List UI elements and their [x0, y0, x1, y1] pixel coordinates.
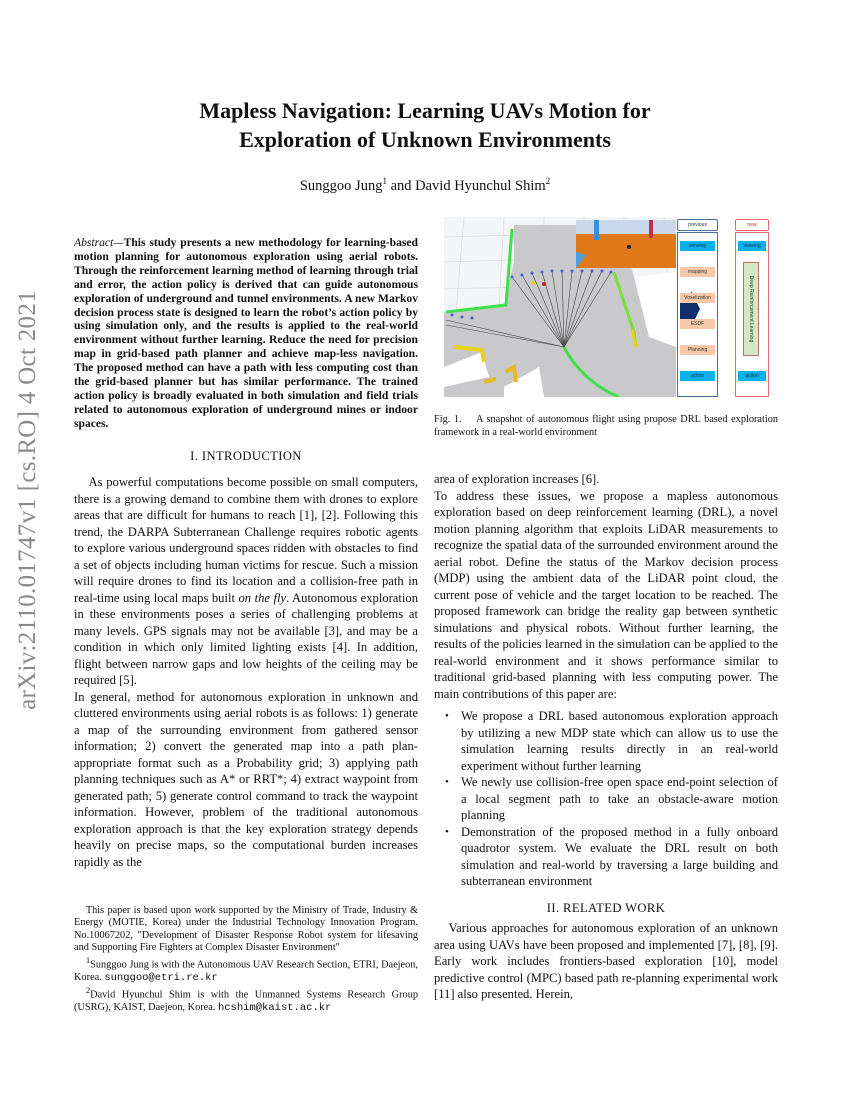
figure-1 [444, 217, 780, 397]
paragraph: To address these issues, we propose a mapless autonomous exploration based on deep reinforcement learning (DRL), a novel motion planning algorithm that exploits LiDAR measurements to recognize the spatial data of the surrounded environment around the aerial robot. Define the status of the Markov decision process (MDP) using the ambient data of the LiDAR point cloud, the current pose of vehicle and the target location to be reached. The proposed framework can bridge the reality gap between synthetic simulations and physical robots. Without further learning, the results of the policies learned in the simulation can be applied to the real-world environment and it shows performance similar to traditional grid-based planning with less computing power. The main contributions of this paper are: [434, 488, 778, 701]
paper-title-line-1: Mapless Navigation: Learning UAVs Motion for [199, 98, 651, 123]
paragraph-text: As powerful computations become possible on small computers, there is a growing demand to combine them with drones to explore areas that are difficult for humans to reach [1], [2]. Following this trend, the DARPA Subterranean Challenge requires robotic agents to explore various underground spaces ridden with obstacles to find a set of objects including human victims for rescue. Such a mission will require drones to find its location and a collision-free path in real-time using local maps built [74, 475, 418, 605]
contributions-list [434, 708, 778, 890]
author-name: Sunggoo Jung [299, 177, 383, 194]
paper-title-line-2: Exploration of Unknown Environments [239, 127, 611, 152]
author-list [100, 176, 750, 195]
paragraph-text: . Autonomous exploration in these environments poses a series of challenging problems at many levels. GPS signals may not be available [3], and may be a condition in which only limited lighting exists [4]. In addition, flight between narrow gaps and low heights of the ceiling may be required [5]. [74, 590, 418, 687]
pipeline-step-mapping: mapping [680, 267, 715, 277]
footnote-mark: 2 [85, 985, 91, 996]
abstract [74, 236, 418, 431]
author-name: David Hyunchul Shim [415, 177, 546, 194]
pipeline-step-esdf: ESDF [680, 319, 715, 329]
section-heading-related-work: II. RELATED WORK [546, 900, 666, 915]
figure-label: Fig. 1. [434, 414, 462, 425]
author-email-link[interactable]: sunggoo@etri.re.kr [104, 971, 218, 984]
section-heading-introduction: I. INTRODUCTION [190, 449, 302, 463]
pipeline-step-drl-box [743, 262, 759, 356]
pipeline-step-planning: Planning [680, 345, 715, 355]
paragraph [74, 474, 418, 689]
footnote-text: David Hyunchul Shim is with the Unmanned Systems Research Group (USRG), KAIST, Daejeon, Korea. [74, 989, 418, 1013]
figure-1-graphic [444, 217, 780, 397]
footnote-text: Sunggoo Jung is with the Autonomous UAV Research Section, ETRI, Daejeon, Korea. [74, 959, 418, 983]
author-joiner: and [386, 177, 416, 194]
abstract-label: Abstract [74, 236, 114, 249]
previous-pipeline [677, 217, 718, 397]
paper-title [100, 96, 750, 154]
abstract-dash: — [113, 236, 124, 249]
figure-1-caption [434, 414, 778, 439]
introduction-body-right [434, 471, 778, 1003]
previous-pipeline-header: previous [677, 219, 718, 231]
pipeline-step-sensing: sensing [680, 241, 715, 251]
new-pipeline [735, 217, 769, 397]
pipeline-step-action: action [738, 371, 766, 381]
arxiv-identifier-text: arXiv:2110.01747v1 [cs.RO] 4 Oct 2021 [14, 290, 41, 710]
author-footnote [74, 954, 418, 984]
contribution-item: • We propose a DRL based autonomous exploration approach by utilizing a new MDP state which can allow us to use the simulation learning results directly in an real-world experiment without further learning [461, 708, 778, 774]
author-affiliation-mark: 1 [382, 176, 387, 186]
contribution-item: • Demonstration of the proposed method in a fully onboard quadrotor system. We evaluate the DRL result on both simulation and real-world by traversing a large building and subterranean environment [461, 824, 778, 890]
paragraph: In general, method for autonomous exploration in unknown and cluttered environments using aerial robots is as follows: 1) generate a map of the surrounding environment from gathered sensor information; 2) convert the generated map into a path plan-appropriate format such as a Probability grid; 3) applying path planning techniques such as A* or RRT*; 4) extract waypoint from generated path; 5) generate control command to track the waypoint information. However, problem of the traditional autonomous exploration approach is that the key exploration strategy depends heavily on precise maps, so the computational burden increases rapidly as the [74, 689, 418, 869]
paragraph-italic-text: on the fly [238, 590, 287, 605]
footnotes [74, 905, 418, 1014]
author-footnote [74, 984, 418, 1014]
pipeline-step-action: action [680, 371, 715, 381]
footnote-mark: 1 [85, 955, 91, 966]
new-pipeline-header: new [735, 219, 769, 231]
figure-caption-text: A snapshot of autonomous flight using propose DRL based exploration framework in a real-world environment [434, 414, 779, 438]
author-email-link[interactable]: hcshim@kaist.ac.kr [217, 1001, 332, 1014]
author-affiliation-mark: 2 [545, 176, 551, 186]
arxiv-identifier-stamp [8, 290, 48, 710]
paragraph: area of exploration increases [6]. [434, 472, 600, 486]
paragraph: Various approaches for autonomous exploration of an unknown area using UAVs have been proposed and implemented [7], [8], [9]. Early work includes frontiers-based exploration [10], model predictive control (MPC) based path re-planning experimental work [11] also presented. Herein, [434, 921, 778, 1001]
abstract-text: This study presents a new methodology for learning-based motion planning for autonomous exploration using aerial robots. Through the reinforcement learning method of learning through trial and error, the action policy is derived that can guide autonomous exploration of underground and tunnel environments. A new Markov decision process state is designed to learn the robot’s action policy by using simulation only, and the results is applied to the real-world environment without further learning. Reduce the need for precision map in grid-based path planner and achieve map-less navigation. The proposed method can have a path with less computing cost than the grid-based planner but has similar performance. The trained action policy is broadly evaluated in both simulation and field trials related to autonomous exploration of underground mines or indoor spaces. [74, 236, 418, 430]
introduction-body-left [74, 474, 418, 870]
pipeline-step-sensing: sensing [738, 241, 766, 251]
pipeline-step-drl: Deep Reinforcement Learning [748, 275, 754, 343]
funding-footnote: This paper is based upon work supported by the Ministry of Trade, Industry & Energy (MOTIE, Korea) under the Industrial Technology Innovation Program. No.10067202, "Development of Disaster Response Robot system for lifesaving and Supporting Fire Fighters at Complex Disaster Environment" [74, 905, 418, 953]
contribution-item: • We newly use collision-free open space end-point selection of a local segment path to take an obstacle-aware motion planning [461, 774, 778, 824]
pipeline-step-voxelization: Voxelization [680, 293, 715, 303]
